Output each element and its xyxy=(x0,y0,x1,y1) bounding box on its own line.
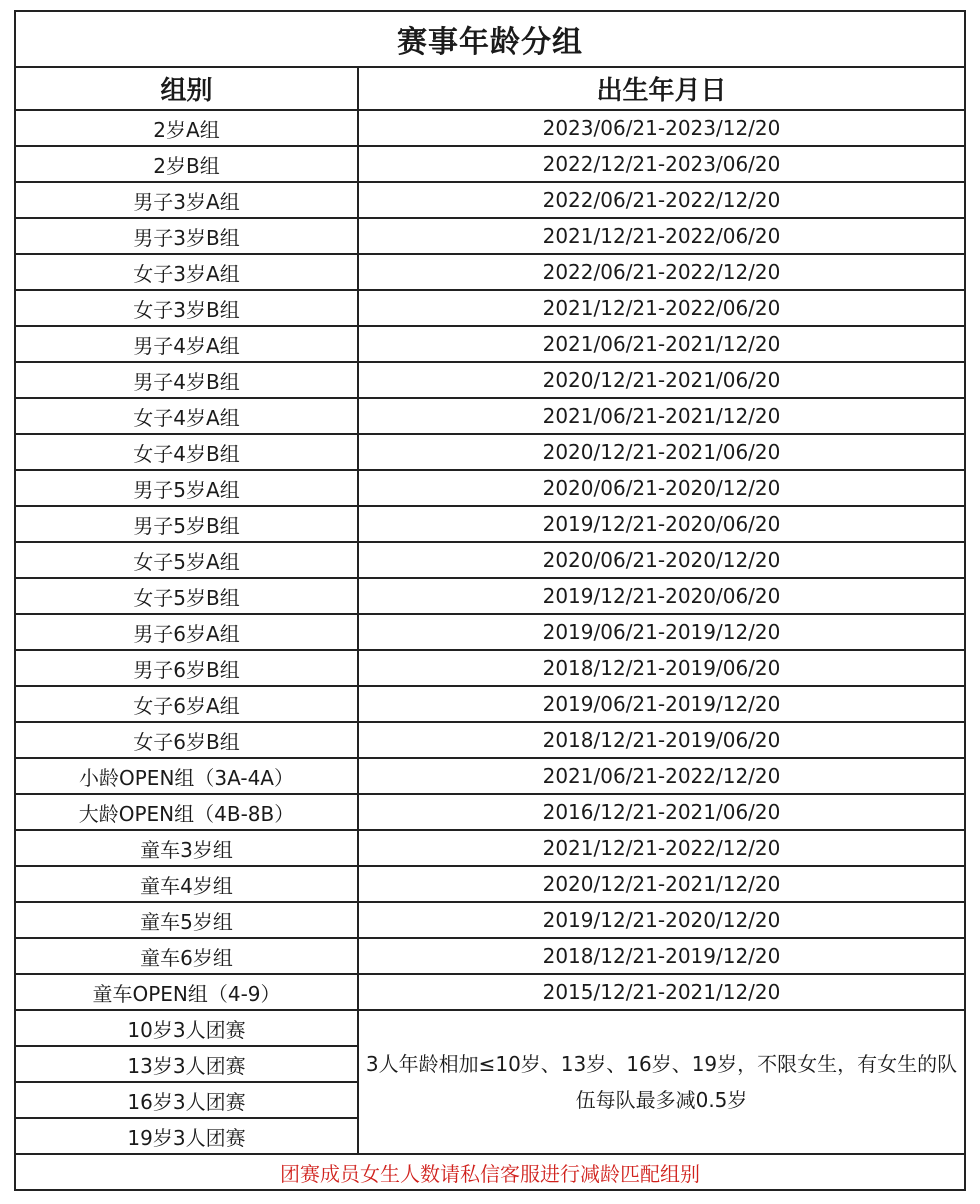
group-cell: 女子6岁B组 xyxy=(15,722,358,758)
group-cell: 男子5岁A组 xyxy=(15,470,358,506)
dates-cell: 2020/06/21-2020/12/20 xyxy=(358,542,965,578)
group-cell: 女子5岁A组 xyxy=(15,542,358,578)
group-cell: 女子3岁B组 xyxy=(15,290,358,326)
group-cell: 童车OPEN组（4-9） xyxy=(15,974,358,1010)
group-cell: 女子6岁A组 xyxy=(15,686,358,722)
team-group-cell: 16岁3人团赛 xyxy=(15,1082,358,1118)
dates-cell: 2021/12/21-2022/06/20 xyxy=(358,290,965,326)
dates-cell: 2023/06/21-2023/12/20 xyxy=(358,110,965,146)
group-cell: 小龄OPEN组（3A-4A） xyxy=(15,758,358,794)
dates-cell: 2022/12/21-2023/06/20 xyxy=(358,146,965,182)
dates-cell: 2020/06/21-2020/12/20 xyxy=(358,470,965,506)
dates-cell: 2022/06/21-2022/12/20 xyxy=(358,182,965,218)
dates-cell: 2019/06/21-2019/12/20 xyxy=(358,614,965,650)
table-row xyxy=(15,110,965,146)
group-cell: 大龄OPEN组（4B-8B） xyxy=(15,794,358,830)
table-row xyxy=(15,398,965,434)
dates-cell: 2018/12/21-2019/12/20 xyxy=(358,938,965,974)
group-cell: 女子4岁B组 xyxy=(15,434,358,470)
dates-cell: 2020/12/21-2021/06/20 xyxy=(358,434,965,470)
table-title: 赛事年龄分组 xyxy=(15,11,965,67)
table-row xyxy=(15,650,965,686)
title-row xyxy=(15,11,965,67)
table-row xyxy=(15,902,965,938)
table-row xyxy=(15,434,965,470)
table-body xyxy=(15,11,965,1190)
dates-cell: 2016/12/21-2021/06/20 xyxy=(358,794,965,830)
group-cell: 童车4岁组 xyxy=(15,866,358,902)
group-cell: 男子3岁B组 xyxy=(15,218,358,254)
table-row xyxy=(15,182,965,218)
dates-cell: 2021/06/21-2022/12/20 xyxy=(358,758,965,794)
dates-cell: 2021/12/21-2022/06/20 xyxy=(358,218,965,254)
table-row xyxy=(15,722,965,758)
dates-cell: 2020/12/21-2021/12/20 xyxy=(358,866,965,902)
dates-cell: 2019/12/21-2020/12/20 xyxy=(358,902,965,938)
team-note-cell: 3人年龄相加≤10岁、13岁、16岁、19岁，不限女生，有女生的队伍每队最多减0.5岁 xyxy=(358,1010,965,1154)
dates-cell: 2021/06/21-2021/12/20 xyxy=(358,326,965,362)
table-row xyxy=(15,470,965,506)
table-row xyxy=(15,362,965,398)
table-row xyxy=(15,542,965,578)
group-cell: 2岁B组 xyxy=(15,146,358,182)
table-row xyxy=(15,506,965,542)
group-cell: 男子4岁A组 xyxy=(15,326,358,362)
group-cell: 男子6岁B组 xyxy=(15,650,358,686)
group-cell: 童车3岁组 xyxy=(15,830,358,866)
dates-cell: 2021/06/21-2021/12/20 xyxy=(358,398,965,434)
table-row xyxy=(15,326,965,362)
table-row xyxy=(15,578,965,614)
table-row xyxy=(15,974,965,1010)
group-cell: 男子6岁A组 xyxy=(15,614,358,650)
table-row xyxy=(15,938,965,974)
team-group-cell: 10岁3人团赛 xyxy=(15,1010,358,1046)
group-cell: 男子4岁B组 xyxy=(15,362,358,398)
group-cell: 童车6岁组 xyxy=(15,938,358,974)
table-row xyxy=(15,866,965,902)
group-cell: 女子4岁A组 xyxy=(15,398,358,434)
group-cell: 男子3岁A组 xyxy=(15,182,358,218)
group-cell: 女子3岁A组 xyxy=(15,254,358,290)
dates-cell: 2018/12/21-2019/06/20 xyxy=(358,650,965,686)
table-row xyxy=(15,290,965,326)
dates-cell: 2022/06/21-2022/12/20 xyxy=(358,254,965,290)
dates-cell: 2021/12/21-2022/12/20 xyxy=(358,830,965,866)
table-row xyxy=(15,254,965,290)
group-cell: 童车5岁组 xyxy=(15,902,358,938)
dates-cell: 2019/06/21-2019/12/20 xyxy=(358,686,965,722)
group-cell: 男子5岁B组 xyxy=(15,506,358,542)
dates-cell: 2018/12/21-2019/06/20 xyxy=(358,722,965,758)
table-row xyxy=(15,218,965,254)
table-row xyxy=(15,794,965,830)
table-row xyxy=(15,614,965,650)
header-row xyxy=(15,67,965,110)
table-row xyxy=(15,146,965,182)
column-header-group: 组别 xyxy=(15,67,358,110)
footer-row xyxy=(15,1154,965,1190)
table-row xyxy=(15,830,965,866)
age-group-table xyxy=(14,10,966,1191)
table-row xyxy=(15,758,965,794)
team-group-cell: 19岁3人团赛 xyxy=(15,1118,358,1154)
dates-cell: 2020/12/21-2021/06/20 xyxy=(358,362,965,398)
team-row xyxy=(15,1010,965,1046)
dates-cell: 2015/12/21-2021/12/20 xyxy=(358,974,965,1010)
footer-note: 团赛成员女生人数请私信客服进行减龄匹配组别 xyxy=(15,1154,965,1190)
team-group-cell: 13岁3人团赛 xyxy=(15,1046,358,1082)
dates-cell: 2019/12/21-2020/06/20 xyxy=(358,578,965,614)
dates-cell: 2019/12/21-2020/06/20 xyxy=(358,506,965,542)
column-header-dates: 出生年月日 xyxy=(358,67,965,110)
group-cell: 2岁A组 xyxy=(15,110,358,146)
table-row xyxy=(15,686,965,722)
group-cell: 女子5岁B组 xyxy=(15,578,358,614)
